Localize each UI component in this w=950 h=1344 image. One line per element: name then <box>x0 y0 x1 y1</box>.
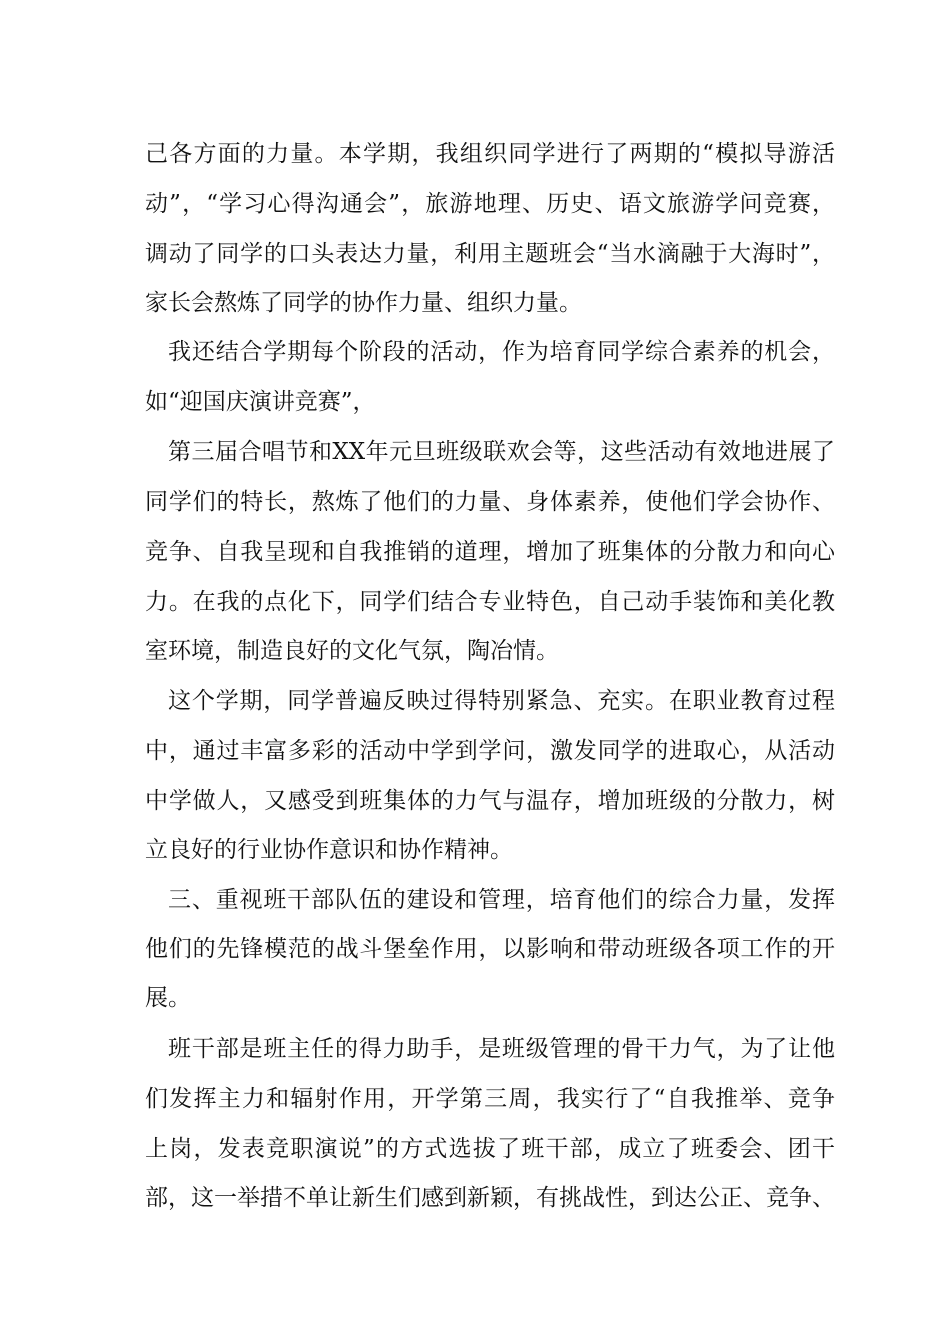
text-line: 中学做人，又感受到班集体的力气与温存，增加班级的分散力，树 <box>145 788 835 814</box>
text-line: 家长会熬炼了同学的协作力量、组织力量。 <box>145 290 582 316</box>
text-line: 动”，“学习心得沟通会”，旅游地理、历史、语文旅游学问竞赛， <box>145 191 835 217</box>
text-line: 上岗，发表竞职演说”的方式选拔了班干部，成立了班委会、团干 <box>145 1136 835 1162</box>
text-line: 部，这一举措不单让新生们感到新颖，有挑战性，到达公正、竞争、 <box>145 1185 835 1211</box>
text-line: 第三届合唱节和XX年元旦班级联欢会等，这些活动有效地进展了 <box>168 439 835 465</box>
text-line: 展。 <box>145 985 191 1011</box>
text-line: 竞争、自我呈现和自我推销的道理，增加了班集体的分散力和向心 <box>145 539 835 565</box>
text-line: 班干部是班主任的得力助手，是班级管理的骨干力气，为了让他 <box>168 1036 835 1062</box>
text-line: 立良好的行业协作意识和协作精神。 <box>145 837 513 863</box>
text-line: 调动了同学的口头表达力量，利用主题班会“当水滴融于大海时”， <box>145 241 835 267</box>
text-line: 他们的先锋模范的战斗堡垒作用，以影响和带动班级各项工作的开 <box>145 936 835 962</box>
text-line: 我还结合学期每个阶段的活动，作为培育同学综合素养的机会， <box>168 339 835 365</box>
text-line: 己各方面的力量。本学期，我组织同学进行了两期的“模拟导游活 <box>145 141 835 167</box>
text-line: 力。在我的点化下，同学们结合专业特色，自己动手装饰和美化教 <box>145 589 835 615</box>
text-line: 们发挥主力和辐射作用，开学第三周，我实行了“自我推举、竞争 <box>145 1086 835 1112</box>
text-line: 室环境，制造良好的文化气氛，陶冶情。 <box>145 638 559 664</box>
text-line: 三、重视班干部队伍的建设和管理，培育他们的综合力量，发挥 <box>168 887 835 913</box>
text-line: 中，通过丰富多彩的活动中学到学问，激发同学的进取心，从活动 <box>145 738 835 764</box>
text-line: 如“迎国庆演讲竞赛”， <box>145 389 376 415</box>
text-line: 这个学期，同学普遍反映过得特别紧急、充实。在职业教育过程 <box>168 688 835 714</box>
text-line: 同学们的特长，熬炼了他们的力量、身体素养，使他们学会协作、 <box>145 489 835 515</box>
